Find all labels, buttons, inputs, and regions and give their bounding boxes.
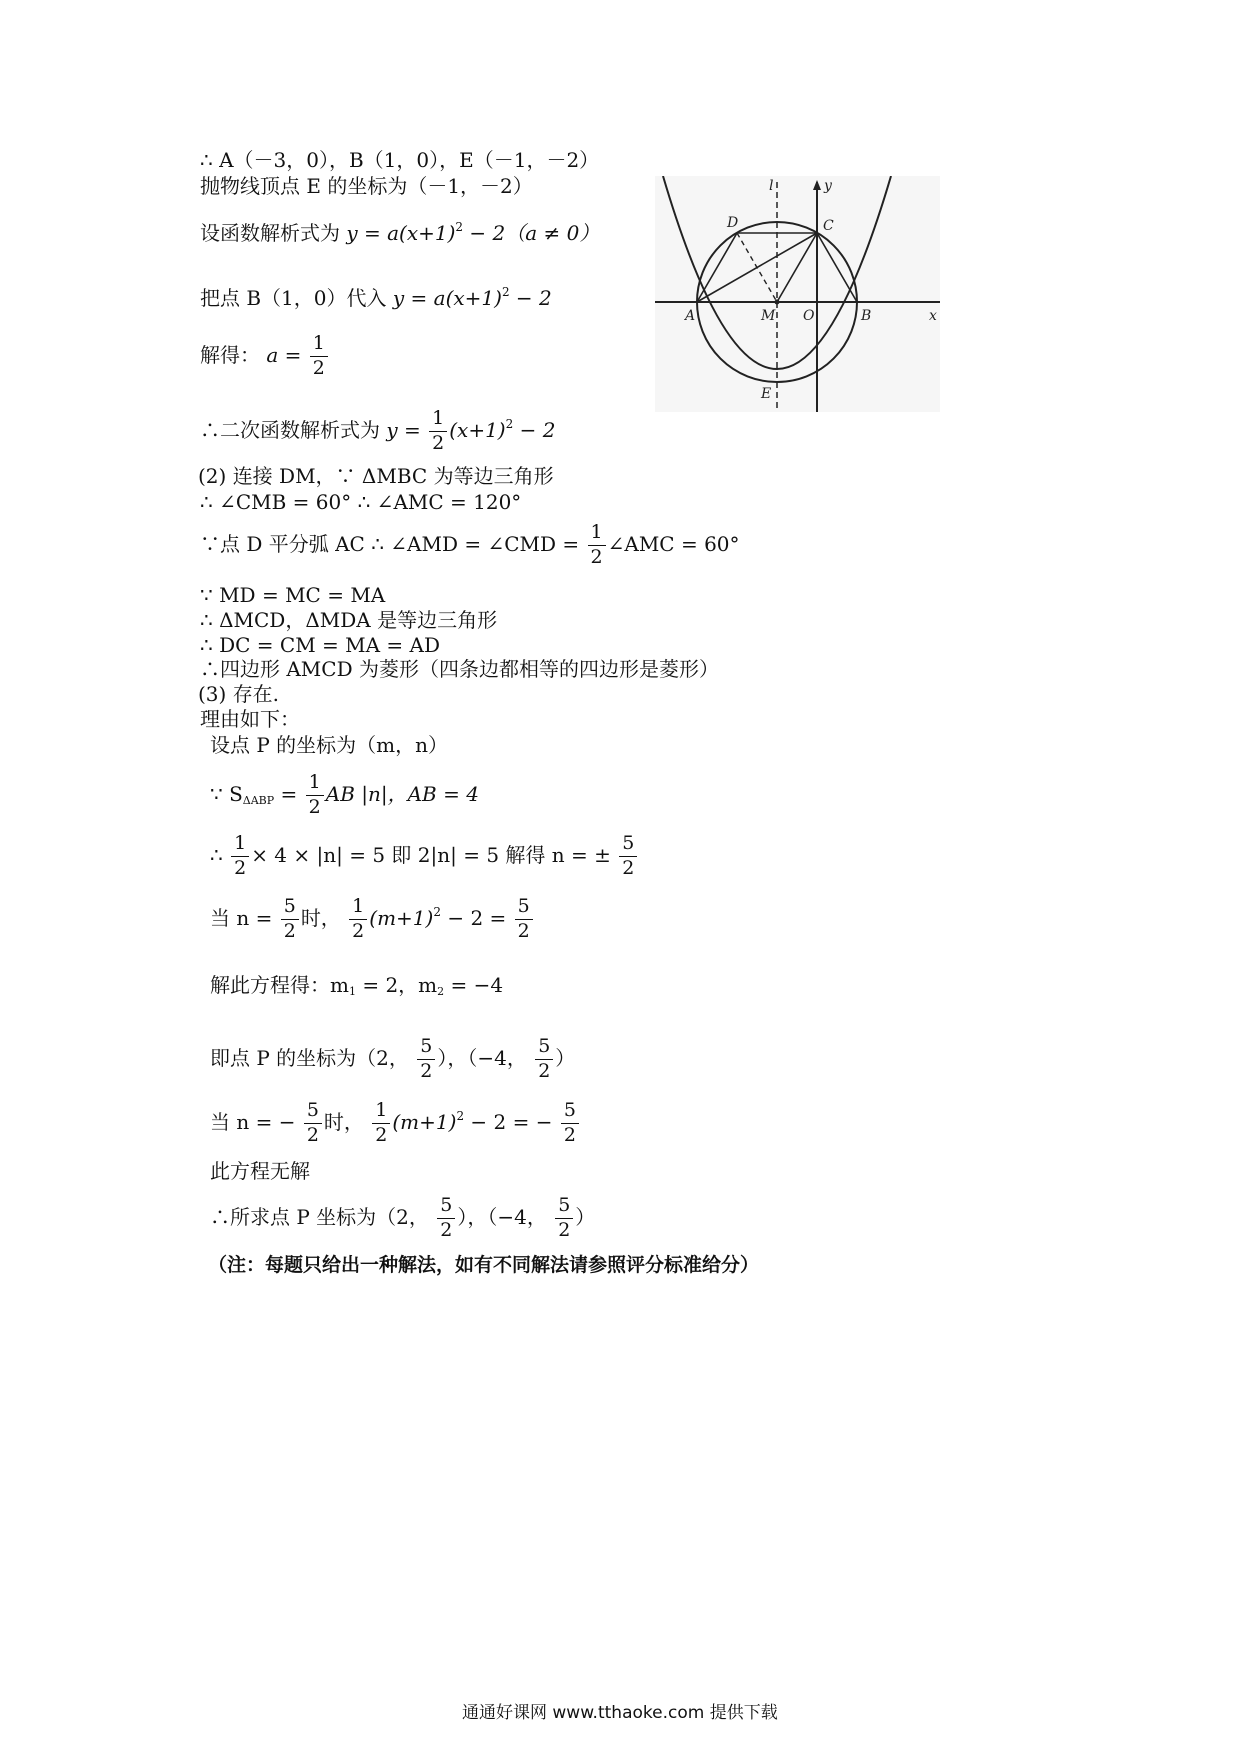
line-angles: ∴ ∠CMB = 60° ∴ ∠AMC = 120° [200, 490, 522, 514]
fraction [304, 1100, 322, 1147]
numerator: 5 [619, 833, 637, 857]
exponent: 2 [456, 1108, 465, 1123]
point-m [775, 300, 780, 305]
denominator: 2 [538, 1059, 551, 1082]
numerator: 1 [306, 772, 324, 796]
line-set-function [200, 220, 600, 245]
text: 把点 B（1，0）代入 [200, 286, 393, 310]
label-x: x [929, 308, 937, 324]
numerator: 1 [429, 408, 447, 432]
line-points: ∴ A（－3，0），B（1，0），E（－1，－2） [200, 148, 600, 172]
denominator: 2 [563, 1123, 576, 1146]
text: ） [575, 1204, 596, 1229]
fraction [231, 833, 249, 880]
text: ∴所求点 P 坐标为（2， [210, 1204, 429, 1229]
numerator: 5 [515, 896, 533, 920]
formula: y = [386, 417, 421, 442]
text: − 2 = [440, 905, 507, 930]
numerator: 1 [372, 1100, 390, 1124]
numerator: 5 [561, 1100, 579, 1124]
numerator: 5 [417, 1036, 435, 1060]
numerator: 5 [437, 1195, 455, 1219]
subscript: 1 [348, 985, 356, 998]
formula: AB |n|，AB = 4 [325, 781, 479, 806]
exponent: 2 [433, 904, 441, 919]
text: = [274, 781, 298, 806]
line-part2-intro: (2) 连接 DM，∵ ΔMBC 为等边三角形 [198, 464, 554, 488]
text: × 4 × |n| = 5 即 2|n| = 5 解得 n = ± [251, 842, 611, 867]
fraction [429, 408, 447, 455]
fraction [281, 896, 299, 943]
text: ），（−4， [437, 1045, 527, 1070]
text: ∴二次函数解析式为 [200, 417, 387, 442]
fraction [349, 896, 367, 943]
exponent: 2 [455, 220, 464, 234]
line-solve-a [200, 333, 330, 380]
denominator: 2 [432, 431, 445, 454]
geometry-figure [655, 176, 940, 412]
label-c: C [823, 218, 834, 234]
formula: (m+1) [369, 905, 434, 930]
numerator: 1 [349, 896, 367, 920]
formula: − 2 [513, 417, 556, 442]
denominator: 2 [375, 1123, 388, 1146]
line-p-coordinates [210, 1036, 575, 1083]
fraction [372, 1100, 390, 1147]
text: − 2 = − [464, 1109, 553, 1134]
line-vertex: 抛物线顶点 E 的坐标为（－1，－2） [200, 174, 533, 198]
line-quadratic-result [200, 408, 555, 455]
label-b: B [861, 308, 872, 324]
denominator: 2 [517, 919, 530, 942]
denominator: 2 [420, 1059, 433, 1082]
fraction [515, 896, 533, 943]
denominator: 2 [308, 795, 321, 818]
text: = 2，m [355, 973, 438, 997]
line-final-answer [210, 1195, 595, 1242]
text: ∵ S [210, 781, 243, 806]
numerator: 5 [281, 896, 299, 920]
text: 解此方程得：m [210, 973, 349, 997]
text: 当 n = [210, 905, 273, 930]
line-area-formula [210, 772, 479, 819]
text: 当 n = − [210, 1109, 296, 1134]
denominator: 2 [590, 545, 603, 568]
text: 即点 P 的坐标为（2， [210, 1045, 409, 1070]
fraction [310, 333, 328, 380]
denominator: 2 [306, 1123, 319, 1146]
subscript: ΔABP [242, 793, 275, 807]
label-m: M [761, 308, 776, 324]
numerator: 1 [231, 833, 249, 857]
fraction [588, 522, 606, 569]
denominator: 2 [312, 356, 325, 379]
label-o: O [803, 308, 815, 324]
fraction [561, 1100, 579, 1147]
denominator: 2 [234, 856, 247, 879]
formula: − 2（a ≠ 0） [463, 221, 600, 245]
line-arc-bisect [200, 522, 740, 569]
line-case-negative [210, 1100, 581, 1147]
fraction [437, 1195, 455, 1242]
fraction [619, 833, 637, 880]
denominator: 2 [558, 1218, 571, 1241]
line-substitute-b [200, 285, 552, 310]
exponent: 2 [505, 416, 514, 431]
label-y: y [824, 178, 832, 194]
line-no-solution: 此方程无解 [210, 1159, 310, 1183]
line-reason: 理由如下： [200, 707, 300, 731]
text: ∠AMC = 60° [607, 531, 740, 556]
numerator: 5 [535, 1036, 553, 1060]
numerator: 1 [310, 333, 328, 357]
text: 设函数解析式为 [200, 221, 347, 245]
formula: y = a(x+1) [392, 286, 502, 310]
line-solve-n [210, 833, 639, 880]
fraction [306, 772, 324, 819]
denominator: 2 [283, 919, 296, 942]
text: = −4 [444, 973, 504, 997]
numerator: 5 [555, 1195, 573, 1219]
numerator: 1 [588, 522, 606, 546]
label-d: D [727, 215, 739, 231]
formula: a = [266, 342, 302, 367]
line-equal-sides: ∴ DC = CM = MA = AD [200, 633, 441, 657]
line-solve-m [210, 973, 504, 998]
subscript: 2 [437, 985, 445, 998]
label-l: l [769, 178, 774, 194]
text: ） [555, 1045, 576, 1070]
line-set-p: 设点 P 的坐标为（m，n） [210, 733, 449, 757]
text: 时， [300, 905, 341, 930]
formula: y = a(x+1) [346, 221, 456, 245]
formula: (m+1) [392, 1109, 457, 1134]
scoring-note: （注：每题只给出一种解法，如有不同解法请参照评分标准给分） [208, 1254, 760, 1276]
text: ），（−4， [457, 1204, 547, 1229]
label-a: A [685, 308, 696, 324]
denominator: 2 [352, 919, 365, 942]
fraction [417, 1036, 435, 1083]
line-rhombus: ∴四边形 AMCD 为菱形（四条边都相等的四边形是菱形） [200, 657, 719, 681]
page-footer: 通通好课网 www.tthaoke.com 提供下载 [462, 1703, 778, 1723]
denominator: 2 [622, 856, 635, 879]
line-equal-radii: ∵ MD = MC = MA [200, 583, 386, 607]
numerator: 5 [304, 1100, 322, 1124]
formula: − 2 [509, 286, 552, 310]
text: 解得： [200, 342, 260, 367]
exponent: 2 [501, 285, 510, 299]
formula: (x+1) [449, 417, 506, 442]
fraction [535, 1036, 553, 1083]
line-part3: (3) 存在. [198, 682, 280, 706]
denominator: 2 [440, 1218, 453, 1241]
fraction [555, 1195, 573, 1242]
line-case-positive [210, 896, 535, 943]
label-e: E [761, 386, 772, 402]
line-equilateral: ∴ ΔMCD，ΔMDA 是等边三角形 [200, 608, 498, 632]
text: ∴ [210, 842, 223, 867]
text: ∵点 D 平分弧 AC ∴ ∠AMD = ∠CMD = [200, 531, 580, 556]
text: 时， [323, 1109, 364, 1134]
